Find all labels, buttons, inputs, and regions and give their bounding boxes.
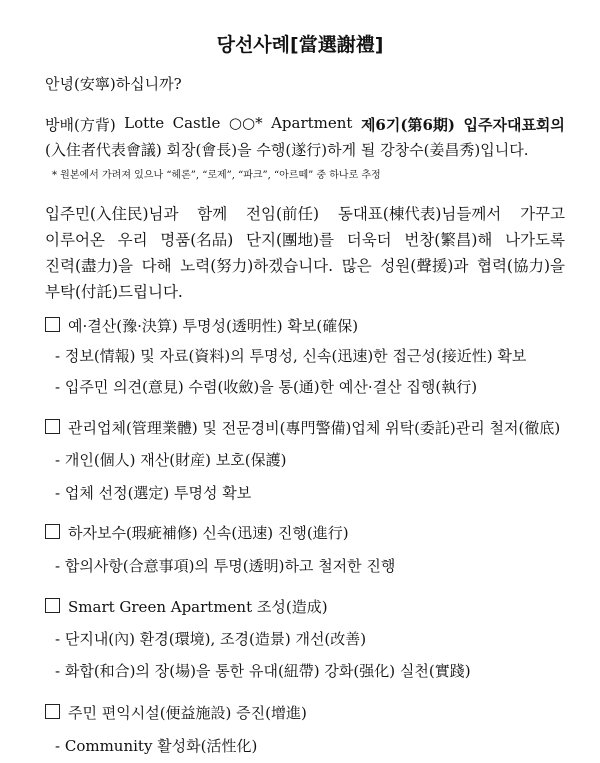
checkbox-icon [45,317,60,332]
intro-word: 방배(方背) [45,116,116,134]
intro-word: Apartment [271,114,353,132]
intro-word: 제6기(第6期) [360,116,455,134]
intro-word: Lotte [124,114,165,132]
section-heading: 주민 편익시설(便益施設) 증진(增進) [45,702,307,723]
checkbox-icon [45,704,60,719]
intro-line-1 [45,114,565,135]
section-item: - 업체 선정(選定) 투명성 확보 [55,484,252,502]
para-line-1: 입주민(入住民)님과 함께 전임(前任) 동대표(棟代表)님들께서 가꾸고 [45,205,565,223]
section-item: - 합의사항(合意事項)의 투명(透明)하고 철저한 진행 [55,557,396,575]
para-line-3: 진력(盡力)을 다해 노력(努力)하겠습니다. 많은 성원(聲援)과 협력(協力)을 [45,257,565,275]
section-item: - 정보(情報) 및 자료(資料)의 투명성, 신속(迅速)한 접근성(接近性) 확보 [55,347,527,365]
checkbox-icon [45,524,60,539]
checkbox-icon [45,598,60,613]
para-line-4: 부탁(付託)드립니다. [45,283,183,301]
section-heading: 예·결산(豫·決算) 투명성(透明性) 확보(確保) [45,315,358,336]
section-item: - Community 활성화(活性化) [55,737,258,755]
intro-note: * 원본에서 가려져 있으나 “헤론”, “로제”, “파크”, “아르떼” 중 하나로 추정 [52,170,381,181]
checkbox-icon [45,419,60,434]
section-item: - 개인(個人) 재산(財産) 보호(保護) [55,451,287,469]
section-heading: Smart Green Apartment 조성(造成) [45,596,328,617]
intro-word: ○○* [228,114,263,132]
section-item: - 입주민 의견(意見) 수렴(收斂)을 통(通)한 예산·결산 집행(執行) [55,378,478,396]
page-title: 당선사례[當選謝禮] [216,34,384,56]
intro-word: Castle [172,114,221,132]
section-item: - 화합(和合)의 장(場)을 통한 유대(紐帶) 강화(强化) 실천(實踐) [55,662,471,680]
section-heading: 관리업체(管理業體) 및 전문경비(專門警備)업체 위탁(委託)관리 철저(徹底) [45,417,560,438]
para-line-2: 이루어온 우리 명품(名品) 단지(團地)를 더욱더 번창(繁昌)해 나가도록 [45,231,565,249]
section-item: - 단지내(內) 환경(環境), 조경(造景) 개선(改善) [55,630,367,648]
section-heading: 하자보수(瑕疵補修) 신속(迅速) 진행(進行) [45,522,349,543]
greeting: 안녕(安寧)하십니까? [45,75,182,93]
intro-word: 입주자대표회의 [463,116,565,134]
intro-line-2: (入住者代表會議) 회장(會長)을 수행(遂行)하게 될 강창수(姜昌秀)입니다. [45,141,529,159]
